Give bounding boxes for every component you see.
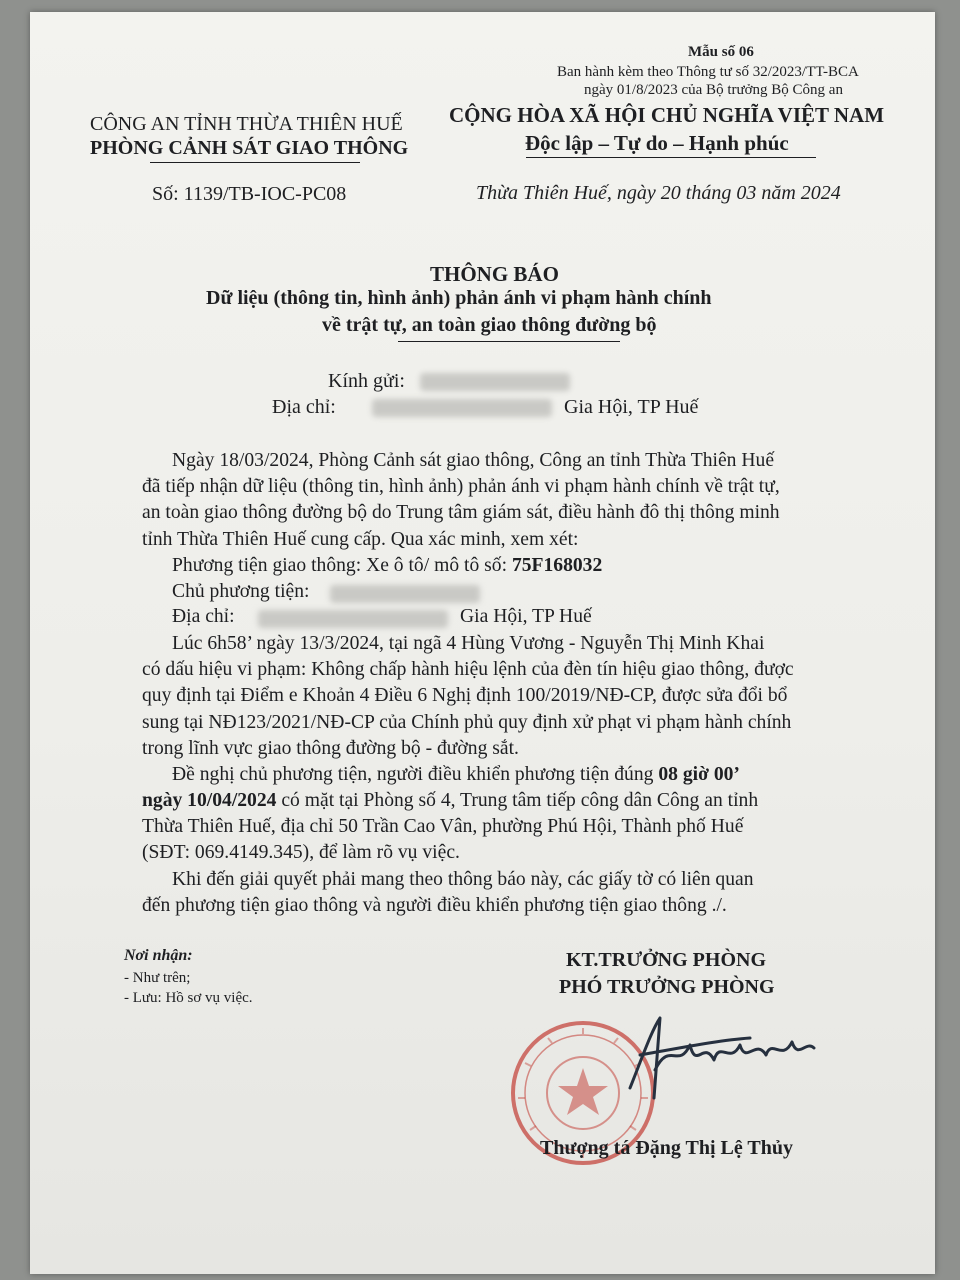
nation-motto: Độc lập – Tự do – Hạnh phúc — [525, 131, 789, 155]
signer-name: Thượng tá Đặng Thị Lệ Thủy — [540, 1137, 793, 1159]
signer-authority-1: KT.TRƯỞNG PHÒNG — [566, 949, 766, 971]
body-line-11: sung tại NĐ123/2021/NĐ-CP của Chính phủ quy định xử phạt vi phạm hành chính — [142, 712, 792, 733]
form-reference-2: ngày 01/8/2023 của Bộ trưởng Bộ Công an — [584, 82, 843, 98]
body-line-17: Khi đến giải quyết phải mang theo thông báo này, các giấy tờ có liên quan — [172, 869, 754, 890]
agency-underline — [150, 162, 360, 163]
recipients-title: Nơi nhận: — [124, 947, 193, 964]
redacted-recipient-address — [372, 399, 552, 417]
vehicle-line — [172, 555, 602, 577]
body-line-14: ngày 10/04/2024 có mặt tại Phòng số 4, Trung tâm tiếp công dân Công an tỉnh — [142, 790, 759, 811]
appointment-date: ngày 10/04/2024 — [142, 790, 277, 811]
body-line-9: có dấu hiệu vi phạm: Không chấp hành hiệu lệnh của đèn tín hiệu giao thông, được — [142, 659, 794, 680]
body-line-15: Thừa Thiên Huế, địa chỉ 50 Trần Cao Vân, phường Phú Hội, Thành phố Huế — [142, 816, 744, 837]
agency-name: CÔNG AN TỈNH THỪA THIÊN HUẾ — [90, 113, 403, 135]
body-line-2: đã tiếp nhận dữ liệu (thông tin, hình ảnh) phản ánh vi phạm hành chính về trật tự, — [142, 476, 780, 497]
title-underline — [398, 341, 620, 342]
body-line-1: Ngày 18/03/2024, Phòng Cảnh sát giao thông, Công an tỉnh Thừa Thiên Huế — [172, 450, 775, 471]
signer-authority-2: PHÓ TRƯỞNG PHÒNG — [559, 976, 775, 998]
motto-underline — [526, 157, 816, 158]
document-title: THÔNG BÁO — [430, 262, 559, 286]
recipients-item-1: - Như trên; — [124, 970, 191, 986]
form-number: Mẫu số 06 — [688, 44, 754, 60]
owner-address-value: Gia Hội, TP Huế — [460, 606, 592, 627]
body-line-13: Đề nghị chủ phương tiện, người điều khiển phương tiện đúng 08 giờ 00’ — [172, 764, 740, 785]
body-line-10: quy định tại Điểm e Khoản 4 Điều 6 Nghị định 100/2019/NĐ-CP, được sửa đổi bổ — [142, 685, 788, 706]
nation-title: CỘNG HÒA XÃ HỘI CHỦ NGHĨA VIỆT NAM — [449, 103, 885, 127]
document-subtitle-2: về trật tự, an toàn giao thông đường bộ — [322, 314, 657, 336]
recipient-address-value: Gia Hội, TP Huế — [564, 396, 699, 418]
recipient-label: Kính gửi: — [328, 370, 405, 392]
appointment-time: 08 giờ 00’ — [658, 764, 740, 785]
owner-address-label: Địa chỉ: — [172, 606, 235, 627]
document-number: Số: 1139/TB-IOC-PC08 — [152, 183, 347, 205]
redacted-owner-address — [258, 610, 448, 628]
owner-label: Chủ phương tiện: — [172, 581, 310, 602]
body-line-18: đến phương tiện giao thông và người điều khiển phương tiện giao thông ./. — [142, 895, 727, 916]
place-date: Thừa Thiên Huế, ngày 20 tháng 03 năm 2024 — [476, 182, 841, 204]
body-line-8: Lúc 6h58’ ngày 13/3/2024, tại ngã 4 Hùng Vương - Nguyễn Thị Minh Khai — [172, 633, 765, 654]
recipient-address-label: Địa chỉ: — [272, 396, 336, 418]
body-line-16: (SĐT: 069.4149.345), để làm rõ vụ việc. — [142, 842, 460, 863]
body-line-3: an toàn giao thông đường bộ do Trung tâm giám sát, điều hành đô thị thông minh — [142, 502, 780, 523]
redacted-owner-name — [330, 585, 480, 603]
recipients-item-2: - Lưu: Hồ sơ vụ việc. — [124, 990, 253, 1006]
document-subtitle-1: Dữ liệu (thông tin, hình ảnh) phản ánh vi phạm hành chính — [206, 287, 712, 309]
redacted-recipient-name — [420, 373, 570, 391]
agency-department: PHÒNG CẢNH SÁT GIAO THÔNG — [90, 137, 409, 159]
handwritten-signature-icon — [600, 1010, 830, 1105]
vehicle-label: Phương tiện giao thông: Xe ô tô/ mô tô số: — [172, 555, 508, 576]
license-plate: 75F168032 — [511, 555, 603, 576]
form-reference-1: Ban hành kèm theo Thông tư số 32/2023/TT-BCA — [557, 64, 859, 80]
body-line-12: trong lĩnh vực giao thông đường bộ - đường sắt. — [142, 738, 519, 759]
body-line-4: tỉnh Thừa Thiên Huế cung cấp. Qua xác minh, xem xét: — [142, 529, 579, 550]
